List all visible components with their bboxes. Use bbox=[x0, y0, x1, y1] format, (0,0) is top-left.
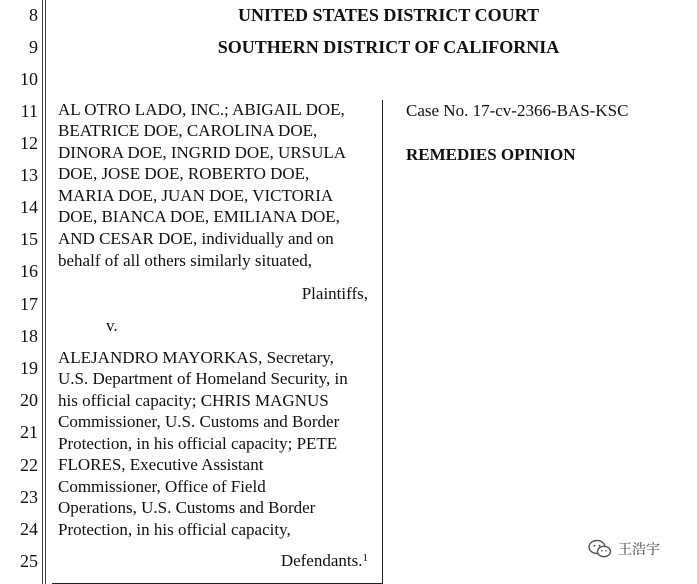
line-number: 12 bbox=[20, 133, 38, 153]
plaintiff-line: BEATRICE DOE, CAROLINA DOE, bbox=[58, 121, 318, 140]
line-number: 14 bbox=[20, 197, 38, 217]
line-number: 16 bbox=[20, 261, 38, 281]
defendant-line: Protection, in his official capacity, bbox=[58, 520, 291, 539]
defendant-line: Operations, U.S. Customs and Border bbox=[58, 498, 316, 517]
defendant-line: his official capacity; CHRIS MAGNUS bbox=[58, 391, 329, 410]
line-number: 19 bbox=[20, 358, 38, 378]
case-number: Case No. 17-cv-2366-BAS-KSC bbox=[406, 101, 629, 120]
wechat-icon bbox=[588, 539, 612, 559]
plaintiff-line: DINORA DOE, INGRID DOE, URSULA bbox=[58, 143, 347, 162]
line-number: 11 bbox=[20, 101, 38, 121]
court-name: UNITED STATES DISTRICT COURT bbox=[238, 5, 539, 25]
line-number: 9 bbox=[29, 37, 38, 57]
defendant-line: ALEJANDRO MAYORKAS, Secretary, bbox=[58, 348, 334, 367]
plaintiff-line: AL OTRO LADO, INC.; ABIGAIL DOE, bbox=[58, 100, 345, 119]
defendant-line: Commissioner, U.S. Customs and Border bbox=[58, 412, 340, 431]
defendants-label: Defendants. bbox=[280, 551, 363, 570]
line-number: 13 bbox=[20, 165, 38, 185]
plaintiff-line: DOE, JOSE DOE, ROBERTO DOE, bbox=[58, 164, 310, 183]
defendant-line: U.S. Department of Homeland Security, in bbox=[58, 369, 348, 388]
line-number: 20 bbox=[20, 390, 38, 410]
line-number: 22 bbox=[20, 455, 38, 475]
watermark bbox=[588, 539, 660, 559]
defendant-line: FLORES, Executive Assistant bbox=[58, 455, 264, 474]
line-number: 8 bbox=[29, 5, 38, 25]
line-number: 18 bbox=[20, 326, 38, 346]
line-number: 17 bbox=[20, 294, 38, 314]
plaintiff-line: behalf of all others similarly situated, bbox=[58, 251, 312, 270]
line-number: 15 bbox=[20, 229, 38, 249]
footnote-mark[interactable]: 1 bbox=[362, 552, 368, 564]
plaintiff-line: AND CESAR DOE, individually and on bbox=[58, 229, 334, 248]
line-number: 10 bbox=[20, 69, 38, 89]
opinion-title: REMEDIES OPINION bbox=[406, 145, 576, 164]
defendant-line: Commissioner, Office of Field bbox=[58, 477, 266, 496]
defendant-line: Protection, in his official capacity; PETE bbox=[58, 434, 338, 453]
plaintiffs-label: Plaintiffs, bbox=[301, 284, 368, 303]
court-district: SOUTHERN DISTRICT OF CALIFORNIA bbox=[217, 37, 560, 57]
gutter-rule bbox=[45, 0, 46, 584]
plaintiff-line: DOE, BIANCA DOE, EMILIANA DOE, bbox=[58, 207, 340, 226]
versus-label: v. bbox=[106, 316, 118, 335]
line-number: 21 bbox=[20, 422, 38, 442]
line-number: 23 bbox=[20, 487, 38, 507]
plaintiff-line: MARIA DOE, JUAN DOE, VICTORIA bbox=[58, 186, 334, 205]
gutter-rule bbox=[42, 0, 43, 584]
defendants-label-wrap bbox=[281, 551, 368, 571]
case-caption-parties bbox=[52, 100, 383, 584]
line-number: 25 bbox=[20, 551, 38, 571]
line-number: 24 bbox=[20, 519, 38, 539]
watermark-text: 王浩宇 bbox=[618, 542, 660, 558]
